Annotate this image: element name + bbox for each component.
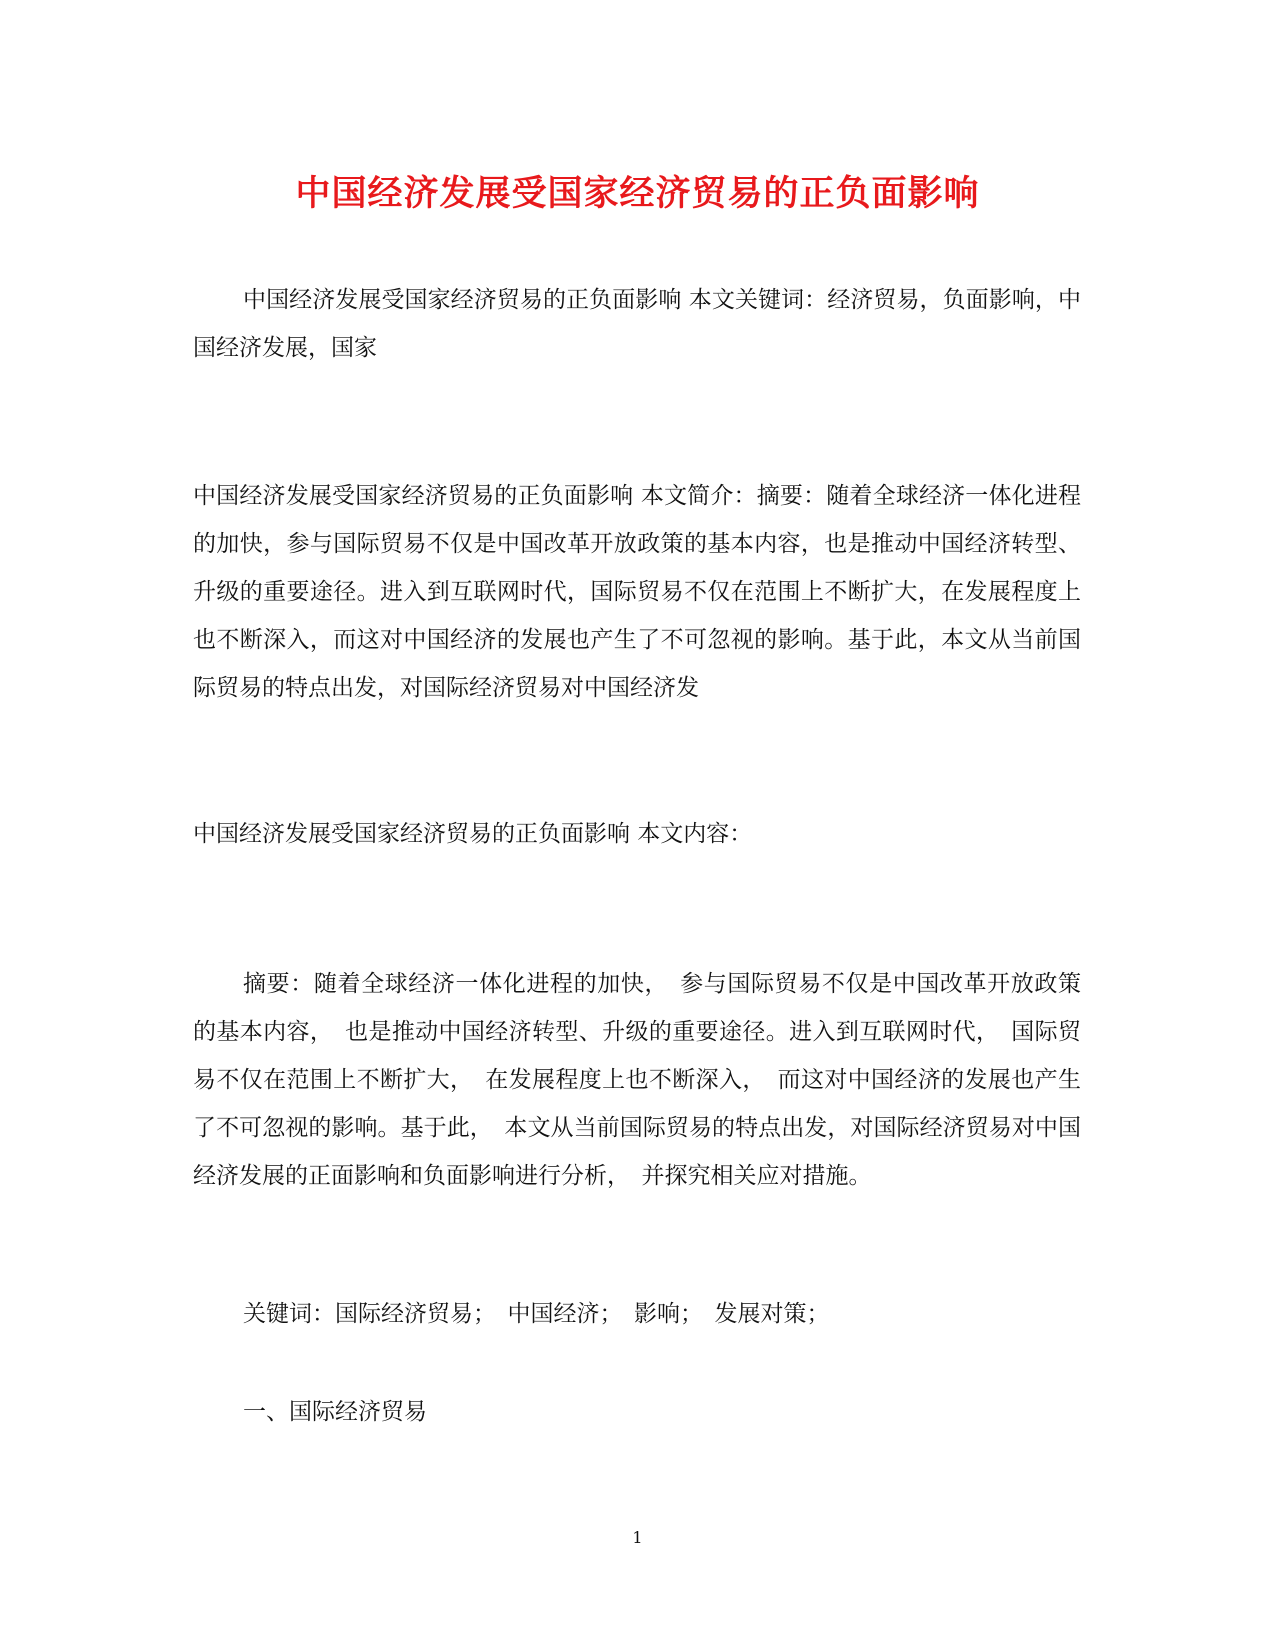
keywords-summary-paragraph: 中国经济发展受国家经济贸易的正负面影响 本文关键词：经济贸易，负面影响，中国经济发展，国家 [193, 287, 1081, 361]
page-number: 1 [632, 1528, 643, 1547]
content-label-paragraph: 中国经济发展受国家经济贸易的正负面影响 本文内容： [193, 821, 753, 847]
section-heading-1: 一、国际经济贸易 [243, 1399, 427, 1425]
keywords-paragraph: 关键词：国际经济贸易； 中国经济； 影响； 发展对策； [243, 1301, 830, 1327]
abstract-paragraph: 摘要：随着全球经济一体化进程的加快， 参与国际贸易不仅是中国改革开放政策的基本内容， 也是推动中国经济转型、升级的重要途径。进入到互联网时代， 国际贸易不仅在范围上不断扩大， 在发展程度上也不断深入， 而这对中国经济的发展也产生了不可忽视的影响。基于此， 本文从当前国际贸易的特点出发，对国际经济贸易对中国经济发展的正面影响和负面影响进行分析， 并探究相关应对措施。 [193, 971, 1081, 1189]
intro-paragraph: 中国经济发展受国家经济贸易的正负面影响 本文简介：摘要：随着全球经济一体化进程的加快，参与国际贸易不仅是中国改革开放政策的基本内容，也是推动中国经济转型、升级的重要途径。进入到互联网时代，国际贸易不仅在范围上不断扩大，在发展程度上也不断深入，而这对中国经济的发展也产生了不可忽视的影响。基于此，本文从当前国际贸易的特点出发，对国际经济贸易对中国经济发 [193, 483, 1081, 701]
document-title: 中国经济发展受国家经济贸易的正负面影响 [295, 173, 980, 214]
